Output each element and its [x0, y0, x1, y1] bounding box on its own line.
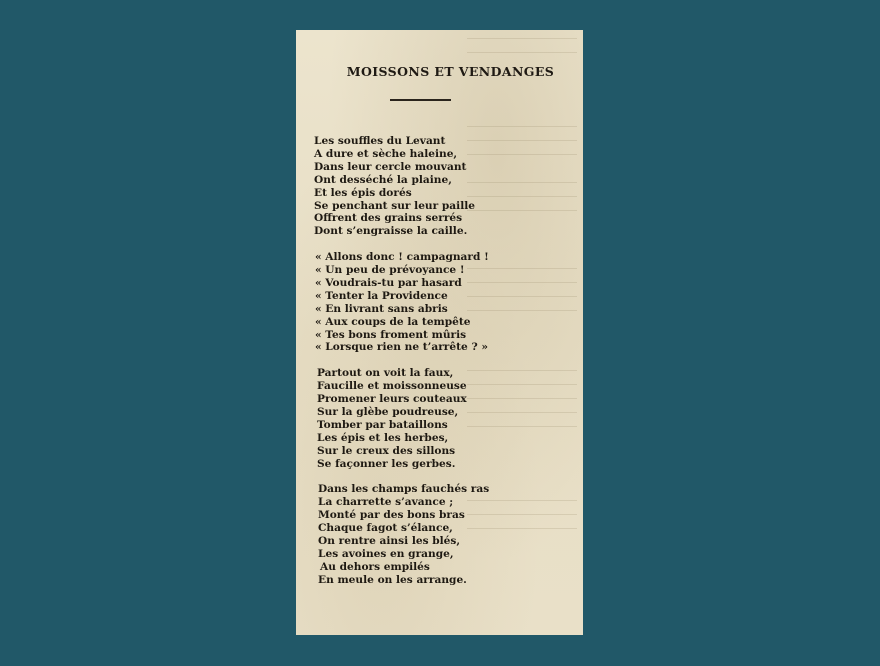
poem-line: « En livrant sans abris: [315, 302, 448, 315]
poem-line: Tomber par bataillons: [317, 418, 448, 431]
poem-line: Monté par des bons bras: [318, 509, 465, 522]
stanza-2: [314, 251, 574, 354]
poem-line: Dans les champs fauchés ras: [318, 483, 490, 496]
poem-line: « Voudrais-tu par hasard: [315, 276, 462, 289]
poem-line: La charrette s’avance ;: [318, 496, 454, 509]
poem-line: Au dehors empilés: [320, 560, 430, 573]
poem-line: Faucille et moissonneuse: [317, 380, 467, 393]
stanza-4: [314, 483, 574, 586]
poem-line: « Tenter la Providence: [315, 289, 448, 302]
bleed-through-line: [467, 126, 577, 127]
poem-line: Chaque fagot s’élance,: [318, 522, 453, 535]
poem-line: On rentre ainsi les blés,: [318, 535, 461, 548]
poem-line: « Tes bons froment mûris: [315, 328, 467, 341]
poem-title: MOISSONS ET VENDANGES: [346, 64, 555, 79]
title-rule: [390, 99, 451, 101]
poem-line: « Allons donc ! campagnard !: [315, 251, 489, 264]
poem-line: Les souffles du Levant: [314, 135, 446, 147]
poem-line: A dure et sèche haleine,: [314, 147, 458, 160]
poem-line: Offrent des grains serrés: [314, 212, 463, 225]
poem-line: Se penchant sur leur paille: [314, 199, 475, 212]
bleed-through-line: [467, 52, 577, 53]
poem-line: En meule on les arrange.: [318, 573, 467, 586]
poem-line: « Un peu de prévoyance !: [315, 264, 465, 277]
poem-line: Partout on voit la faux,: [317, 367, 454, 380]
poem-body: [314, 135, 574, 600]
poem-line: Et les épis dorés: [314, 186, 412, 199]
poem-line: Sur la glèbe poudreuse,: [317, 406, 459, 418]
poem-line: « Lorsque rien ne t’arrête ? »: [315, 341, 488, 354]
stanza-1: [314, 135, 574, 238]
poem-line: Dans leur cercle mouvant: [314, 160, 467, 173]
scanned-page: [296, 30, 583, 635]
poem-line: Promener leurs couteaux: [317, 393, 467, 406]
poem-line: Dont s’engraisse la caille.: [314, 225, 468, 238]
poem-line: Sur le creux des sillons: [317, 444, 456, 457]
bleed-through-line: [467, 38, 577, 39]
poem-line: « Aux coups de la tempête: [315, 315, 471, 328]
poem-line: Les avoines en grange,: [318, 547, 454, 560]
poem-line: Se façonner les gerbes.: [317, 457, 456, 470]
stanza-3: [314, 367, 574, 470]
poem-line: Ont desséché la plaine,: [314, 173, 452, 186]
poem-line: Les épis et les herbes,: [317, 431, 449, 444]
